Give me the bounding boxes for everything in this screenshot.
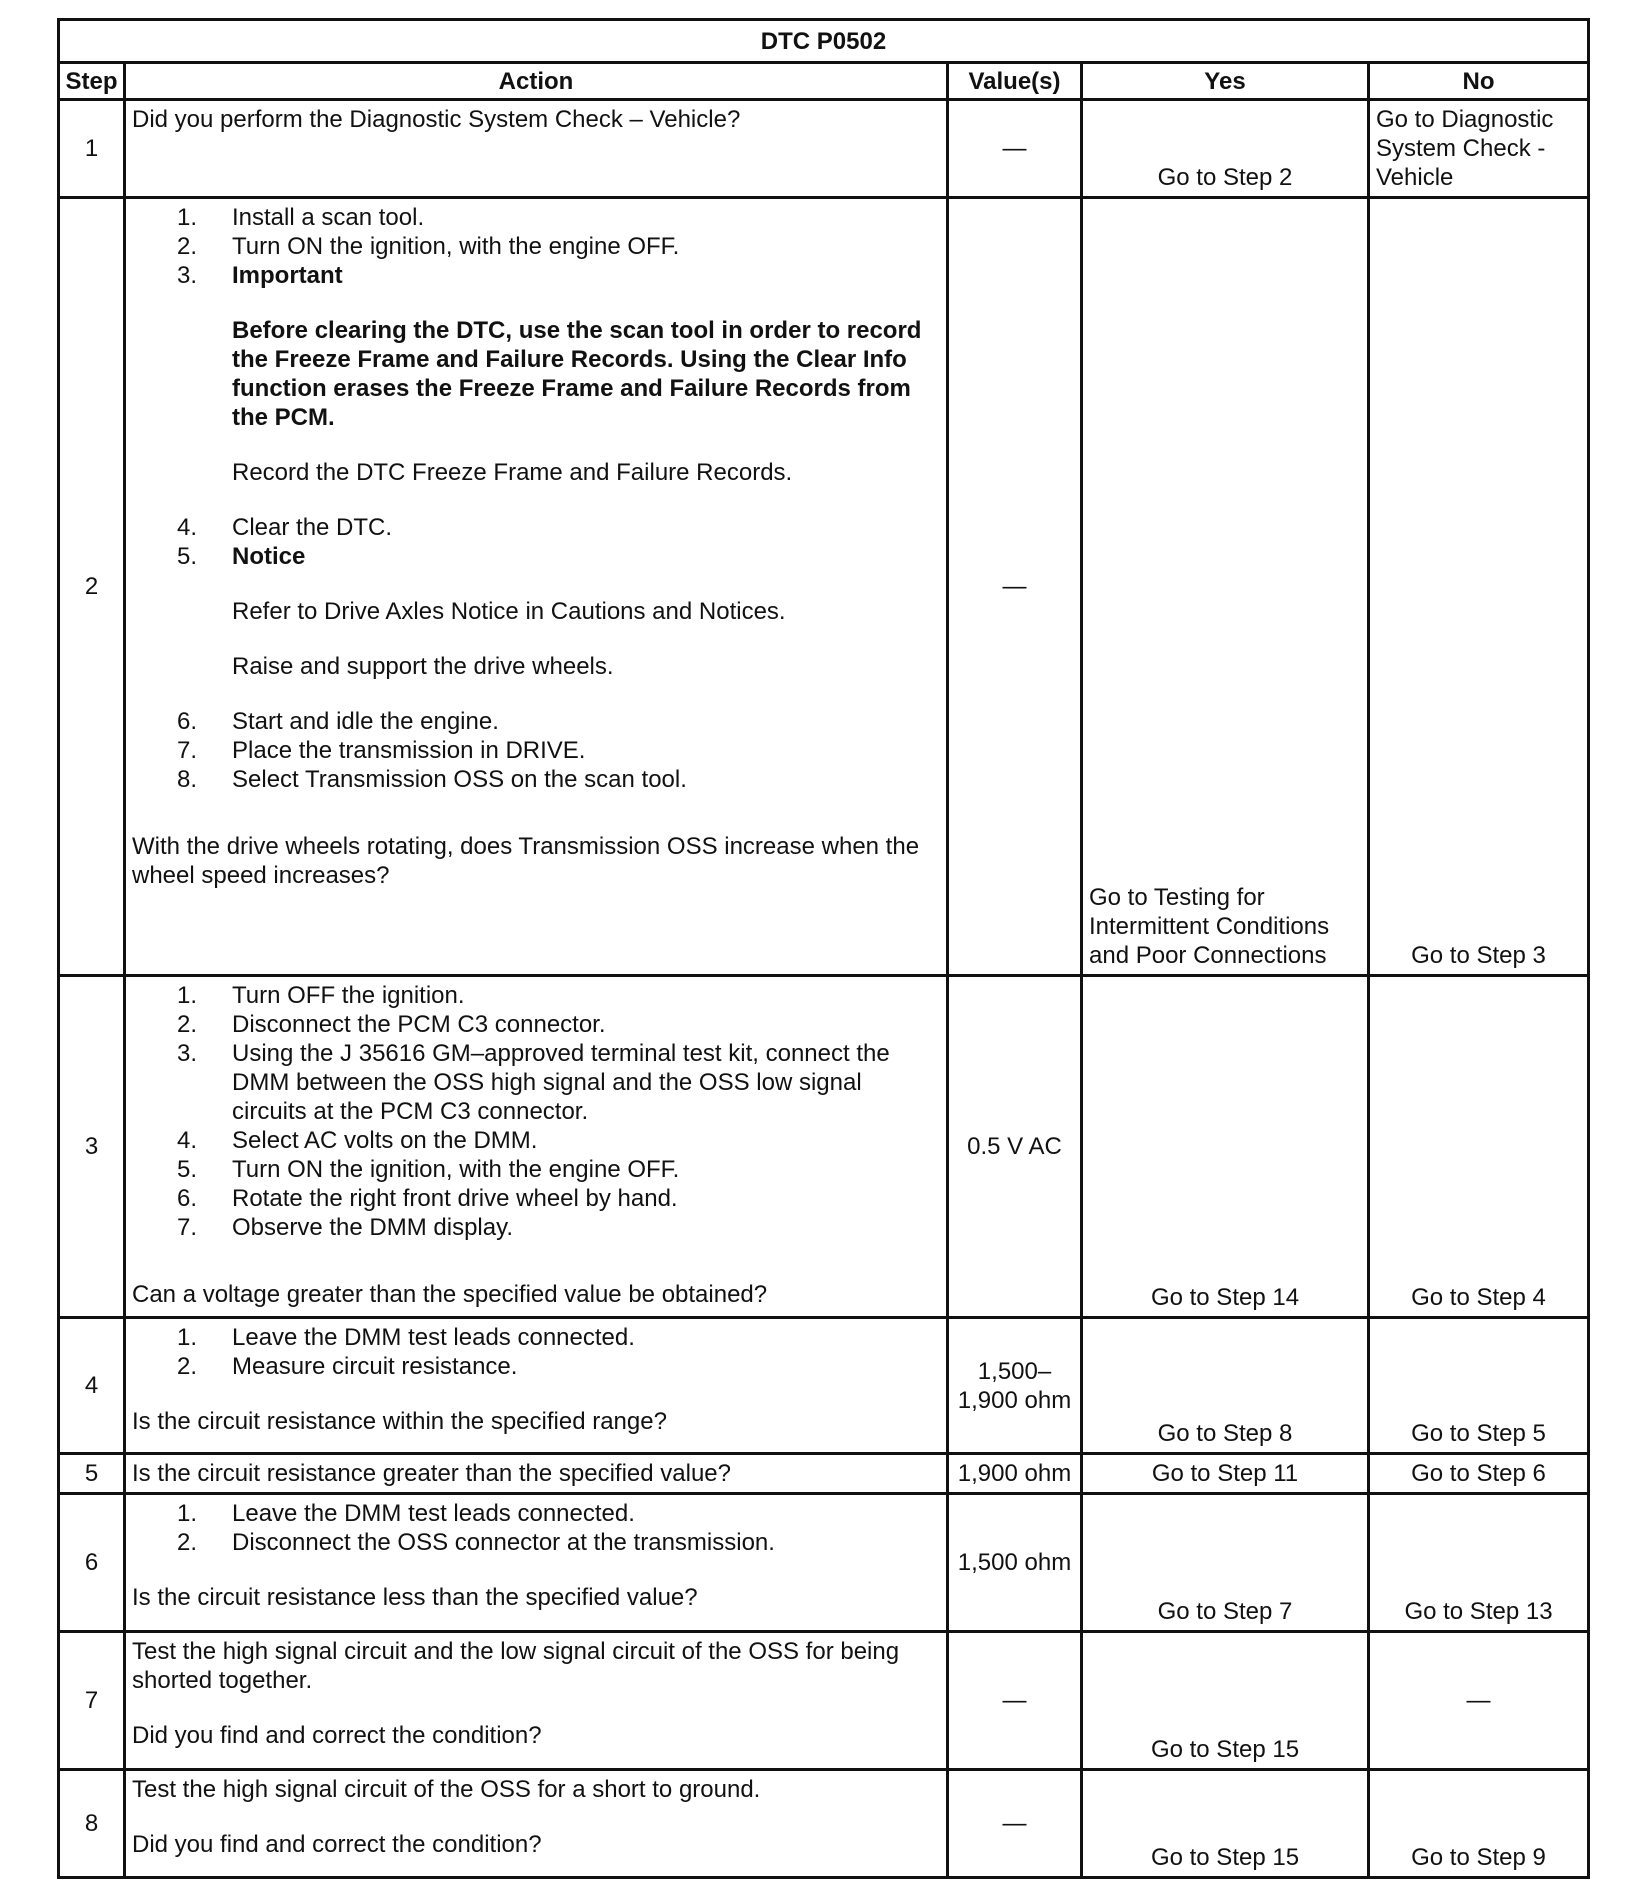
value-cell: — [948, 1770, 1082, 1878]
list-item: 2. Turn ON the ignition, with the engine OFF. [177, 233, 680, 260]
yes-cell: Go to Step 8 [1082, 1318, 1369, 1454]
step-list [132, 513, 940, 571]
value-cell: 1,500–1,900 ohm [948, 1318, 1082, 1454]
notice-label: Notice [232, 543, 306, 570]
notice-note: Refer to Drive Axles Notice in Cautions and Notices. [232, 598, 786, 625]
yes-cell: Go to Step 15 [1082, 1770, 1369, 1878]
yes-cell: Go to Step 2 [1082, 100, 1369, 198]
list-item-text: Disconnect the PCM C3 connector. [232, 1011, 606, 1038]
action-cell [125, 1494, 948, 1632]
step-list [132, 707, 940, 794]
list-item: 2. Disconnect the OSS connector at the transmission. [177, 1529, 775, 1556]
no-cell: Go to Step 5 [1369, 1318, 1589, 1454]
list-item: 1. Leave the DMM test leads connected. [177, 1500, 635, 1527]
list-item-text: Disconnect the OSS connector at the transmission. [232, 1529, 775, 1556]
no-cell: Go to Step 3 [1369, 198, 1589, 976]
question-text: Did you find and correct the condition? [132, 1831, 542, 1858]
list-item: 2. Measure circuit resistance. [177, 1353, 518, 1380]
action-cell [125, 1454, 948, 1494]
header-action: Action [125, 63, 948, 100]
dtc-table [57, 18, 1590, 1879]
list-item: 7. Observe the DMM display. [177, 1214, 513, 1241]
header-yes: Yes [1082, 63, 1369, 100]
action-cell [125, 1770, 948, 1878]
yes-cell: Go to Step 11 [1082, 1454, 1369, 1494]
table-row [59, 1494, 1589, 1632]
value-cell: 0.5 V AC [948, 976, 1082, 1318]
list-item-text: Leave the DMM test leads connected. [232, 1324, 635, 1351]
question-text: Is the circuit resistance within the specified range? [132, 1408, 667, 1435]
list-item-text: Rotate the right front drive wheel by hand. [232, 1185, 678, 1212]
question-text: With the drive wheels rotating, does Transmission OSS increase when the wheel speed increases? [132, 833, 920, 889]
list-item-text: Turn ON the ignition, with the engine OFF. [232, 233, 680, 260]
list-item: 5. Turn ON the ignition, with the engine OFF. [177, 1156, 680, 1183]
value-cell: 1,900 ohm [948, 1454, 1082, 1494]
list-item-text: Turn ON the ignition, with the engine OFF. [232, 1156, 680, 1183]
table-row [59, 198, 1589, 976]
question-text: Is the circuit resistance less than the specified value? [132, 1584, 698, 1611]
action-cell [125, 100, 948, 198]
header-step: Step [59, 63, 125, 100]
list-item-text: Clear the DTC. [232, 514, 393, 541]
no-cell: Go to Step 9 [1369, 1770, 1589, 1878]
list-item-text: Measure circuit resistance. [232, 1353, 518, 1380]
instruction-text: Test the high signal circuit of the OSS for a short to ground. [132, 1776, 761, 1803]
table-title: DTC P0502 [59, 20, 1589, 63]
yes-cell: Go to Step 7 [1082, 1494, 1369, 1632]
list-item-text: Observe the DMM display. [232, 1214, 513, 1241]
list-item-text: Using the J 35616 GM–approved terminal test kit, connect the DMM between the OSS high signal and the OSS low signal circuits at the PCM C3 connector. [232, 1040, 890, 1125]
step-number: 6 [59, 1494, 125, 1632]
step-number: 7 [59, 1632, 125, 1770]
important-label: Important [232, 262, 343, 289]
action-cell [125, 1632, 948, 1770]
value-cell: — [948, 1632, 1082, 1770]
list-item: 1. Turn OFF the ignition. [177, 982, 465, 1009]
important-note: Before clearing the DTC, use the scan tool in order to record the Freeze Frame and Failure Records. Using the Clear Info function erases the Freeze Frame and Failure Records from the PCM. [232, 317, 922, 431]
value-cell: — [948, 198, 1082, 976]
list-item: 1. Install a scan tool. [177, 204, 425, 231]
list-item: 5. Notice [177, 543, 306, 570]
value-cell: 1,500 ohm [948, 1494, 1082, 1632]
list-item: 4. Clear the DTC. [177, 514, 393, 541]
list-item: 4. Select AC volts on the DMM. [177, 1127, 538, 1154]
yes-cell: Go to Step 15 [1082, 1632, 1369, 1770]
step-list [132, 1499, 940, 1557]
no-cell: Go to Step 6 [1369, 1454, 1589, 1494]
list-item: 6. Rotate the right front drive wheel by hand. [177, 1185, 678, 1212]
table-row [59, 1318, 1589, 1454]
record-note: Record the DTC Freeze Frame and Failure Records. [232, 459, 793, 486]
list-item: 6. Start and idle the engine. [177, 708, 499, 735]
list-item-text: Turn OFF the ignition. [232, 982, 465, 1009]
step-number: 8 [59, 1770, 125, 1878]
step-number: 2 [59, 198, 125, 976]
table-row [59, 976, 1589, 1318]
instruction-text: Test the high signal circuit and the low signal circuit of the OSS for being shorted together. [132, 1638, 900, 1694]
step-number: 3 [59, 976, 125, 1318]
question-text: Did you find and correct the condition? [132, 1722, 542, 1749]
yes-cell: Go to Testing for Intermittent Conditions and Poor Connections [1082, 198, 1369, 976]
step-list [132, 981, 940, 1242]
step-list [132, 203, 940, 290]
question-text: Is the circuit resistance greater than the specified value? [132, 1460, 731, 1487]
list-item-text: Select Transmission OSS on the scan tool. [232, 766, 687, 793]
list-item: 1. Leave the DMM test leads connected. [177, 1324, 635, 1351]
list-item: 3. Using the J 35616 GM–approved terminal test kit, connect the DMM between the OSS high signal and the OSS low signal circuits at the PCM C3 connector. [177, 1040, 890, 1125]
action-cell [125, 976, 948, 1318]
list-item: 8. Select Transmission OSS on the scan tool. [177, 766, 687, 793]
step-number: 4 [59, 1318, 125, 1454]
table-row [59, 1454, 1589, 1494]
no-cell: Go to Diagnostic System Check - Vehicle [1369, 100, 1589, 198]
action-cell [125, 198, 948, 976]
list-item-text: Leave the DMM test leads connected. [232, 1500, 635, 1527]
list-item: 3. Important [177, 262, 343, 289]
question-text: Can a voltage greater than the specified value be obtained? [132, 1281, 768, 1308]
list-item-text: Select AC volts on the DMM. [232, 1127, 538, 1154]
no-cell: Go to Step 4 [1369, 976, 1589, 1318]
list-item-text: Place the transmission in DRIVE. [232, 737, 586, 764]
step-number: 5 [59, 1454, 125, 1494]
step-number: 1 [59, 100, 125, 198]
raise-note: Raise and support the drive wheels. [232, 653, 614, 680]
no-cell: — [1369, 1632, 1589, 1770]
value-cell: — [948, 100, 1082, 198]
header-values: Value(s) [948, 63, 1082, 100]
table-row [59, 100, 1589, 198]
list-item: 7. Place the transmission in DRIVE. [177, 737, 586, 764]
question-text: Did you perform the Diagnostic System Check – Vehicle? [132, 106, 741, 133]
table-row [59, 1632, 1589, 1770]
header-no: No [1369, 63, 1589, 100]
table-row [59, 1770, 1589, 1878]
list-item: 2. Disconnect the PCM C3 connector. [177, 1011, 606, 1038]
list-item-text: Install a scan tool. [232, 204, 425, 231]
action-cell [125, 1318, 948, 1454]
list-item-text: Start and idle the engine. [232, 708, 499, 735]
step-list [132, 1323, 940, 1381]
no-cell: Go to Step 13 [1369, 1494, 1589, 1632]
yes-cell: Go to Step 14 [1082, 976, 1369, 1318]
